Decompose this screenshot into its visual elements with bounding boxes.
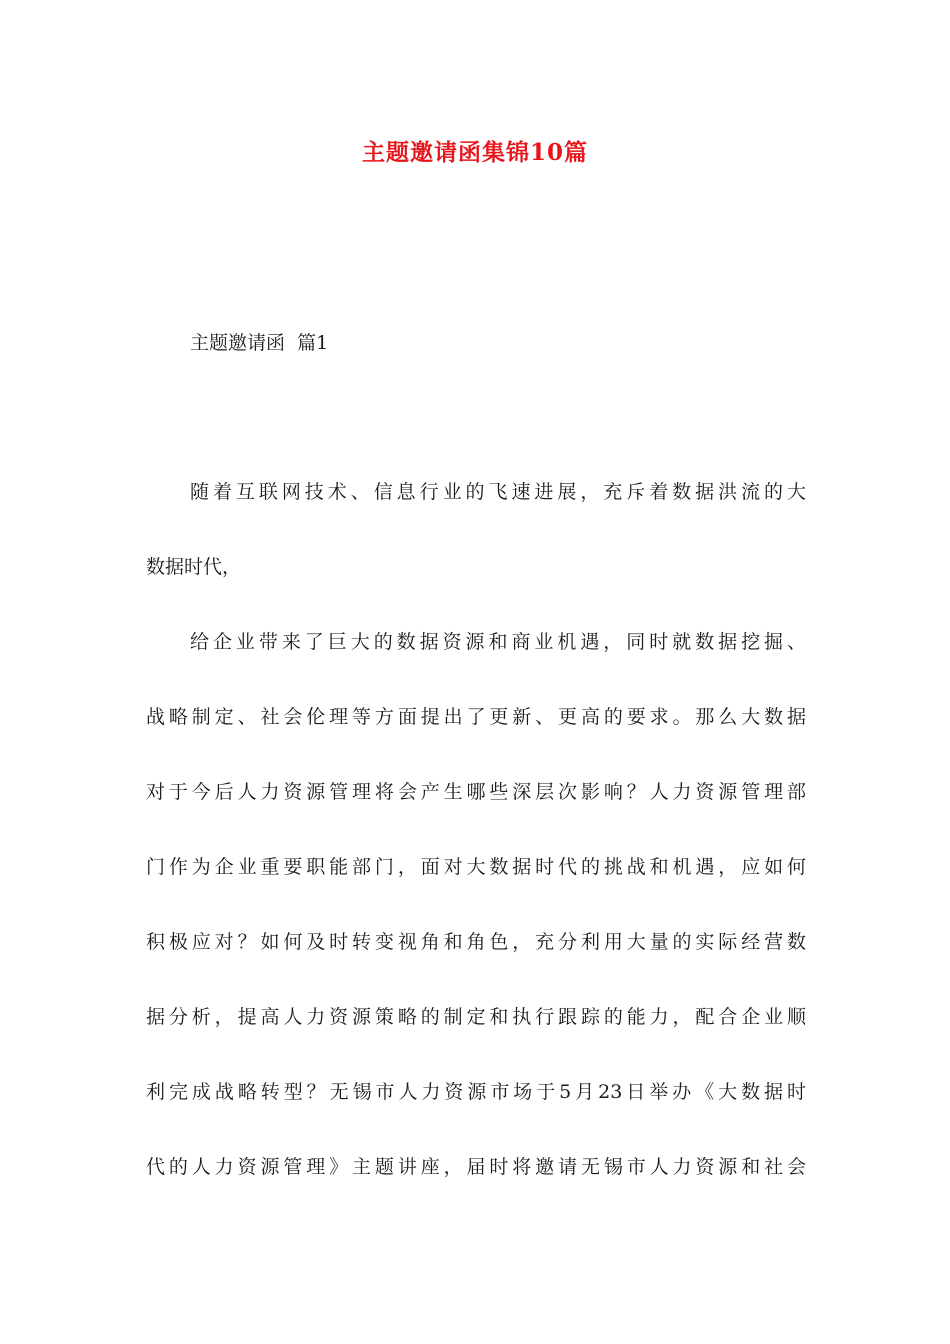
paragraph-2-line-2: 战略制定、社会伦理等方面提出了更新、更高的要求。那么大数据 <box>146 706 806 728</box>
paragraph-2-line-6: 据分析，提高人力资源策略的制定和执行跟踪的能力，配合企业顺 <box>146 1006 806 1028</box>
paragraph-2-line-4: 门作为企业重要职能部门，面对大数据时代的挑战和机遇，应如何 <box>146 856 806 878</box>
paragraph-1-line-1: 随着互联网技术、信息行业的飞速进展，充斥着数据洪流的大 <box>190 481 806 503</box>
paragraph-2-line-3: 对于今后人力资源管理将会产生哪些深层次影响？人力资源管理部 <box>146 781 806 803</box>
paragraph-1-line-2: 数据时代， <box>146 556 242 578</box>
paragraph-2-line-8: 代的人力资源管理》主题讲座，届时将邀请无锡市人力资源和社会 <box>146 1156 806 1178</box>
document-title: 主题邀请函集锦10篇 <box>361 139 588 166</box>
section-heading: 主题邀请函 篇1 <box>190 332 329 354</box>
paragraph-2-line-5: 积极应对？如何及时转变视角和角色，充分利用大量的实际经营数 <box>146 931 806 953</box>
paragraph-2-line-7: 利完成战略转型？无锡市人力资源市场于5月23日举办《大数据时 <box>146 1081 806 1103</box>
paragraph-2-line-1: 给企业带来了巨大的数据资源和商业机遇，同时就数据挖掘、 <box>190 631 806 653</box>
